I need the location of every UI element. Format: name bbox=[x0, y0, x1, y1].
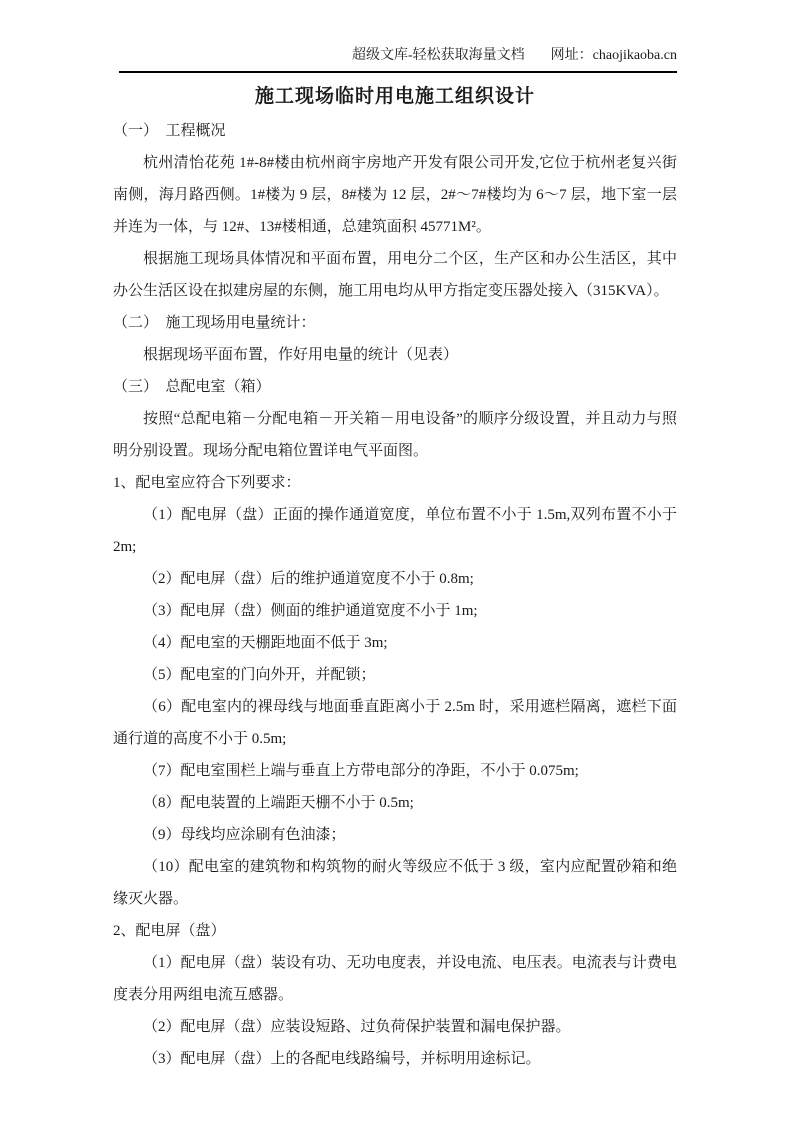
list-1-item-2: （2）配电屏（盘）后的维护通道宽度不小于 0.8m; bbox=[143, 571, 474, 587]
list-1-item-8: （8）配电装置的上端距天棚不小于 0.5m; bbox=[143, 795, 414, 811]
section-1-heading: （一） 工程概况 bbox=[113, 123, 226, 139]
list-2-title: 2、配电屏（盘） bbox=[113, 923, 226, 939]
list-1-item-4: （4）配电室的天棚距地面不低于 3m; bbox=[143, 635, 388, 651]
usage-statistics-paragraph: 根据现场平面布置，作好用电量的统计（见表） bbox=[143, 347, 459, 363]
header-url-label: 网址：chaojikaoba.cn bbox=[550, 48, 677, 63]
document-title: 施工现场临时用电施工组织设计 bbox=[254, 86, 535, 107]
list-1-item-10: （10）配电室的建筑物和构筑物的耐火等级应不低于 3 级，室内应配置砂箱和绝缘灭火器。 bbox=[113, 859, 677, 907]
list-2-item-1: （1）配电屏（盘）装设有功、无功电度表，并设电流、电压表。电流表与计费电度表分用两组电流互感器。 bbox=[113, 955, 677, 1003]
list-1-item-5: （5）配电室的门向外开，并配锁； bbox=[143, 667, 376, 683]
list-1-item-3: （3）配电屏（盘）侧面的维护通道宽度不小于 1m; bbox=[143, 603, 478, 619]
list-1-item-1: （1）配电屏（盘）正面的操作通道宽度，单位布置不小于 1.5m,双列布置不小于 2m; bbox=[113, 507, 677, 555]
list-2-item-3: （3）配电屏（盘）上的各配电线路编号，并标明用途标记。 bbox=[143, 1051, 541, 1067]
list-1-title: 1、配电室应符合下列要求： bbox=[113, 475, 301, 491]
page-header bbox=[113, 46, 677, 66]
section-2-heading: （二） 施工现场用电量统计： bbox=[113, 315, 316, 331]
distribution-setup-paragraph: 按照“总配电箱－分配电箱－开关箱－用电设备”的顺序分级设置，并且动力与照明分别设置。现场分配电箱位置详电气平面图。 bbox=[113, 411, 677, 459]
list-1-item-7: （7）配电室围栏上端与垂直上方带电部分的净距，不小于 0.075m; bbox=[143, 763, 579, 779]
project-overview-paragraph: 杭州清怡花苑 1#-8#楼由杭州商宇房地产开发有限公司开发,它位于杭州老复兴街南侧，海月路西侧。1#楼为 9 层，8#楼为 12 层，2#～7#楼均为 6～7 层，地下室一层并连为一体，与 12#、13#楼相通，总建筑面积 45771M²。 bbox=[113, 155, 677, 235]
power-zones-paragraph: 根据施工现场具体情况和平面布置，用电分二个区，生产区和办公生活区，其中办公生活区设在拟建房屋的东侧，施工用电均从甲方指定变压器处接入（315KVA）。 bbox=[113, 251, 677, 299]
document-body bbox=[113, 115, 677, 1075]
header-site-label: 超级文库-轻松获取海量文档 bbox=[351, 48, 525, 63]
section-3-heading: （三） 总配电室（箱） bbox=[113, 379, 271, 395]
list-2-item-2: （2）配电屏（盘）应装设短路、过负荷保护装置和漏电保护器。 bbox=[143, 1019, 571, 1035]
list-1-item-6: （6）配电室内的裸母线与地面垂直距离小于 2.5m 时，采用遮栏隔离，遮栏下面通行道的高度不小于 0.5m; bbox=[113, 699, 677, 747]
header-divider bbox=[119, 71, 677, 73]
list-1-item-9: （9）母线均应涂刷有色油漆； bbox=[143, 827, 346, 843]
